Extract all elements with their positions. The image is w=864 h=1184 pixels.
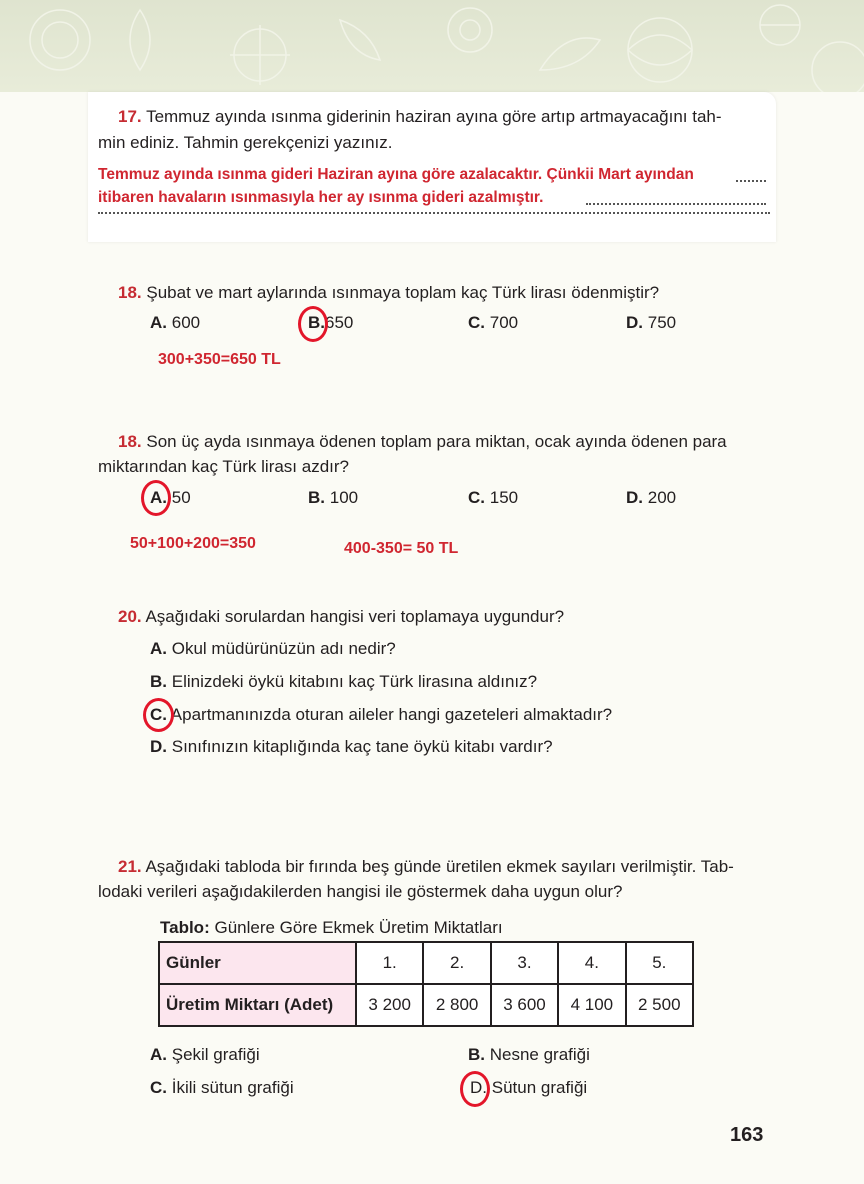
question-number: 18. (118, 283, 142, 302)
page-header-banner (0, 0, 864, 92)
table-row (159, 984, 693, 1026)
table-cell: 3. (491, 942, 558, 984)
question-18b (118, 430, 727, 454)
selected-answer-circle (143, 698, 174, 732)
handwritten-calculation-2: 400-350= 50 TL (344, 540, 459, 557)
table-cell: 2 500 (626, 984, 693, 1026)
table-header-cell: Günler (159, 942, 356, 984)
option-c[interactable]: C. 150 (468, 488, 519, 507)
selected-answer-circle (298, 306, 328, 342)
question-number: 20. (118, 607, 142, 626)
option-d[interactable]: D. 200 (626, 488, 677, 507)
option-a[interactable]: A. 50 (150, 488, 191, 507)
question-text: Aşağıdaki sorulardan hangisi veri toplamaya uygundur? (145, 607, 565, 626)
option-c[interactable]: C. Apartmanınızda oturan aileler hangi gazeteleri almaktadır? (150, 705, 613, 724)
question-20 (118, 605, 564, 629)
table-row (159, 942, 693, 984)
question-text: Son üç ayda ısınmaya ödenen toplam para miktan, ocak ayında ödenen para (146, 432, 727, 451)
option-b[interactable]: B. 100 (308, 488, 359, 507)
bread-production-table (158, 941, 694, 1027)
answer-dotted-tail (736, 180, 766, 182)
table-cell: 3 200 (356, 984, 423, 1026)
option-b[interactable]: B. Nesne grafiği (468, 1045, 590, 1064)
option-d[interactable]: D. Sütun grafiği (470, 1078, 588, 1097)
handwritten-answer-line2: itibaren havaların ısınmasıyla her ay ısınma gideri azalmıştır. (98, 189, 544, 206)
table-cell: 3 600 (491, 984, 558, 1026)
selected-answer-circle (141, 480, 171, 516)
table-cell: 4. (558, 942, 625, 984)
option-b[interactable]: B.650 (308, 313, 354, 332)
question-18a (118, 281, 659, 305)
option-d[interactable]: D. Sınıfınızın kitaplığında kaç tane öykü kitabı vardır? (150, 737, 553, 756)
question-17 (118, 105, 768, 129)
handwritten-calculation-1: 50+100+200=350 (130, 535, 256, 552)
question-text: Şubat ve mart aylarında ısınmaya toplam kaç Türk lirası ödenmiştir? (146, 283, 660, 302)
answer-dotted-line (98, 212, 770, 214)
question-number: 17. (118, 107, 142, 126)
table-header-cell: Üretim Miktarı (Adet) (159, 984, 356, 1026)
option-c[interactable]: C. 700 (468, 313, 519, 332)
table-cell: 4 100 (558, 984, 625, 1026)
page-number: 163 (730, 1124, 764, 1146)
table-cell: 1. (356, 942, 423, 984)
question-number: 18. (118, 432, 142, 451)
option-a[interactable]: A. 600 (150, 313, 201, 332)
answer-dotted-tail-2 (586, 203, 766, 205)
handwritten-answer-line1: Temmuz ayında ısınma gideri Haziran ayına göre azalacaktır. Çünkii Mart ayından (98, 166, 694, 183)
option-b[interactable]: B. Elinizdeki öykü kitabını kaç Türk lirasına aldınız? (150, 672, 538, 691)
option-c[interactable]: C. İkili sütun grafiği (150, 1078, 294, 1097)
table-caption: Tablo: Günlere Göre Ekmek Üretim Miktatları (160, 918, 503, 937)
option-a[interactable]: A. Şekil grafiği (150, 1045, 260, 1064)
handwritten-calculation: 300+350=650 TL (158, 351, 281, 368)
question-21 (118, 855, 734, 879)
table-cell: 2 800 (423, 984, 490, 1026)
question-21-line2: lodaki verileri aşağıdakilerden hangisi ile göstermek daha uygun olur? (98, 882, 623, 901)
question-number: 21. (118, 857, 142, 876)
question-18b-line2: miktarından kaç Türk lirası azdır? (98, 457, 349, 476)
option-d[interactable]: D. 750 (626, 313, 677, 332)
option-a[interactable]: A. Okul müdürünüzün adı nedir? (150, 639, 396, 658)
question-17-line2: min ediniz. Tahmin gerekçenizi yazınız. (98, 133, 393, 152)
table-cell: 5. (626, 942, 693, 984)
question-text: Temmuz ayında ısınma giderinin haziran ayına göre artıp artmayacağını tah- (146, 107, 722, 126)
question-text: Aşağıdaki tabloda bir fırında beş günde üretilen ekmek sayıları verilmiştir. Tab- (145, 857, 734, 876)
table-cell: 2. (423, 942, 490, 984)
selected-answer-circle (460, 1071, 490, 1107)
decorative-pattern (0, 0, 864, 92)
